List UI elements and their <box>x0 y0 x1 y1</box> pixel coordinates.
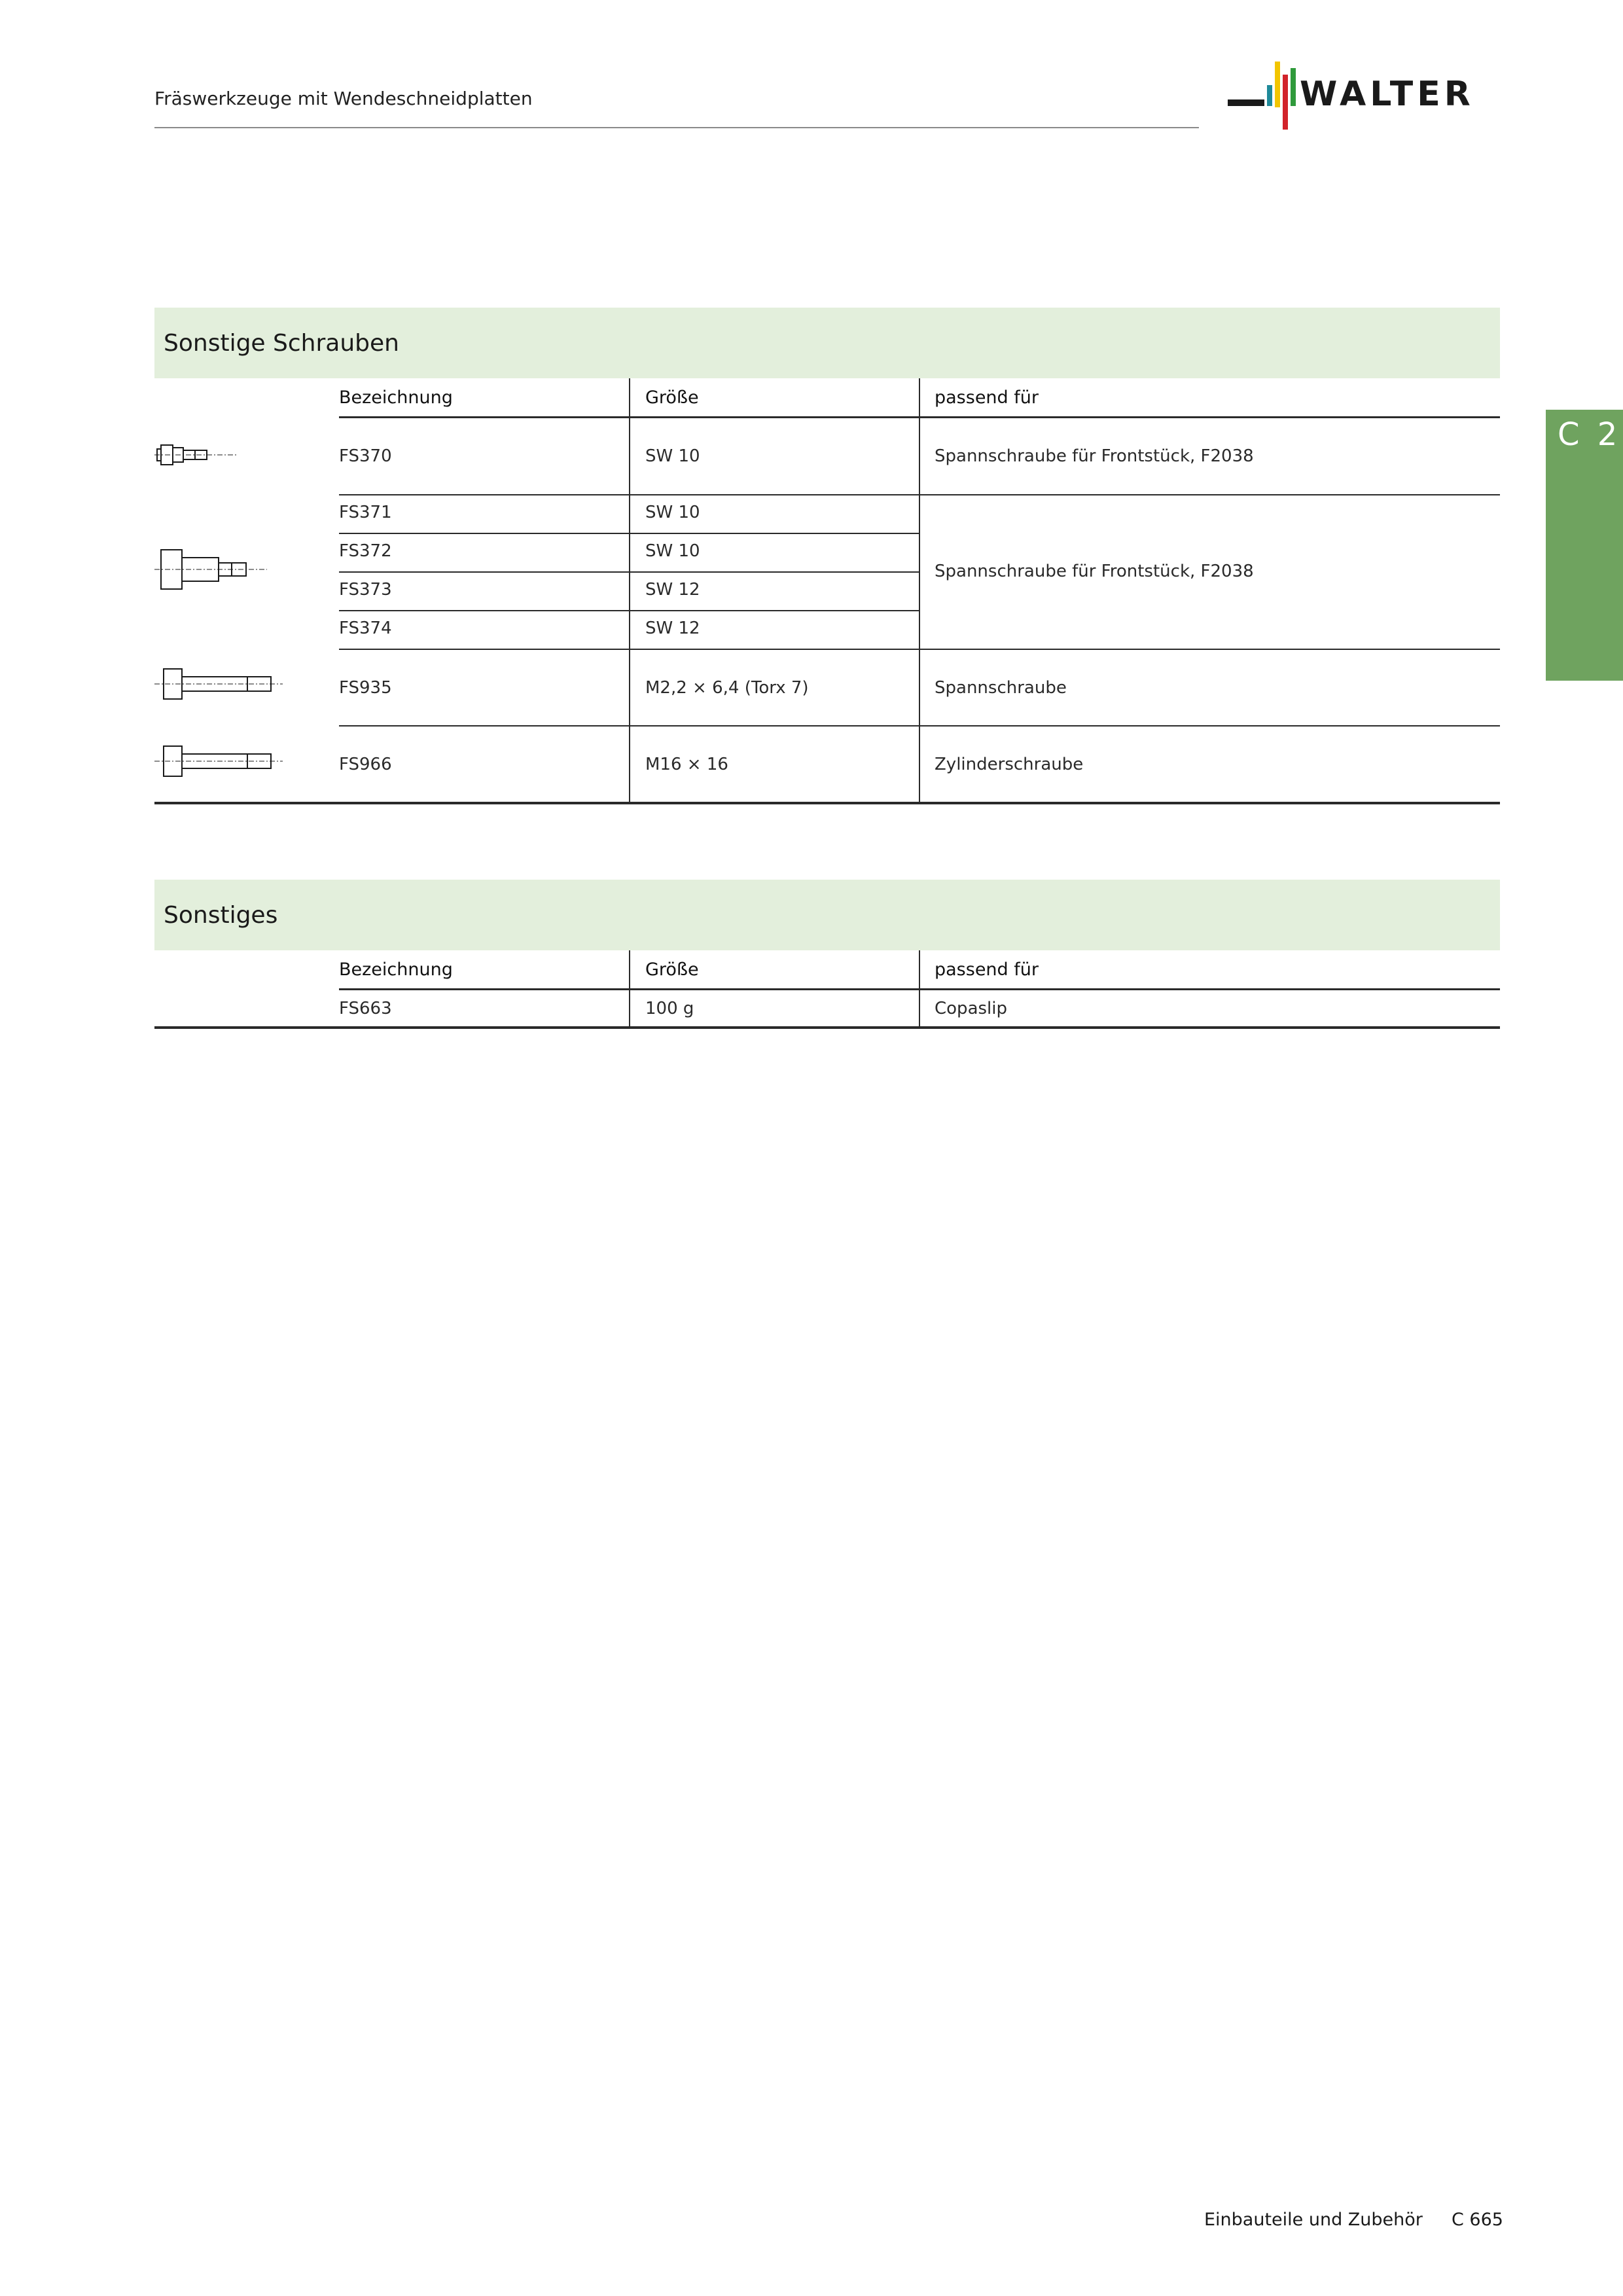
table-cell-fits-group: Spannschraube für Frontstück, F2038 <box>935 562 1254 581</box>
table-cell-size: SW 10 <box>645 503 700 522</box>
column-header-passend: passend für <box>935 387 1039 408</box>
row-divider <box>339 494 1500 495</box>
table-cell-size: 100 g <box>645 999 694 1018</box>
table-bottom-rule <box>154 1026 1500 1029</box>
column-header-passend: passend für <box>935 960 1039 980</box>
column-divider <box>629 950 630 1028</box>
section-title: Sonstiges <box>164 902 278 929</box>
column-header-bezeichnung: Bezeichnung <box>339 960 453 980</box>
table-cell-size: M2,2 × 6,4 (Torx 7) <box>645 678 809 698</box>
section-header-sonstiges <box>154 880 1500 950</box>
row-divider <box>339 533 919 534</box>
column-header-groesse: Größe <box>645 960 699 980</box>
page-number: C 665 <box>1452 2210 1503 2230</box>
table-cell-size: SW 12 <box>645 619 700 638</box>
table-cell-code: FS935 <box>339 678 392 698</box>
table-cell-code: FS966 <box>339 755 392 774</box>
table-cell-size: M16 × 16 <box>645 755 728 774</box>
running-header-title: Fräswerkzeuge mit Wendeschneidplatten <box>154 88 533 109</box>
screw-drawing-shoulder <box>154 547 272 596</box>
column-header-bezeichnung: Bezeichnung <box>339 387 453 408</box>
screw-drawing-cylinder <box>154 744 285 783</box>
chapter-tab <box>1546 410 1623 681</box>
table-cell-fits: Zylinderschraube <box>935 755 1084 774</box>
logo-wordmark: WALTER <box>1300 75 1474 114</box>
column-header-groesse: Größe <box>645 387 699 408</box>
table-cell-code: FS374 <box>339 619 392 638</box>
section-header-schrauben <box>154 308 1500 378</box>
chapter-tab-label: C 2 <box>1558 416 1622 453</box>
column-divider <box>919 378 920 804</box>
table-bottom-rule <box>154 802 1500 804</box>
row-divider <box>339 571 919 573</box>
table-cell-fits: Spannschraube <box>935 678 1067 698</box>
section-title: Sonstige Schrauben <box>164 330 399 357</box>
table-cell-code: FS371 <box>339 503 392 522</box>
column-divider <box>919 950 920 1028</box>
table-cell-fits: Spannschraube für Frontstück, F2038 <box>935 446 1254 466</box>
screw-drawing-flanged <box>154 439 240 474</box>
table-cell-code: FS373 <box>339 580 392 600</box>
table-cell-code: FS370 <box>339 446 392 466</box>
header-divider <box>154 127 1199 128</box>
table-cell-size: SW 10 <box>645 541 700 561</box>
row-divider <box>339 610 919 611</box>
table-cell-size: SW 12 <box>645 580 700 600</box>
walter-logo <box>1228 59 1503 132</box>
screw-drawing-torx <box>154 666 285 706</box>
footer-section-title: Einbauteile und Zubehör <box>1204 2210 1423 2230</box>
table-cell-fits: Copaslip <box>935 999 1007 1018</box>
table-cell-code: FS663 <box>339 999 392 1018</box>
row-divider <box>339 649 1500 650</box>
table-cell-code: FS372 <box>339 541 392 561</box>
table-cell-size: SW 10 <box>645 446 700 466</box>
row-divider <box>339 725 1500 726</box>
column-divider <box>629 378 630 804</box>
